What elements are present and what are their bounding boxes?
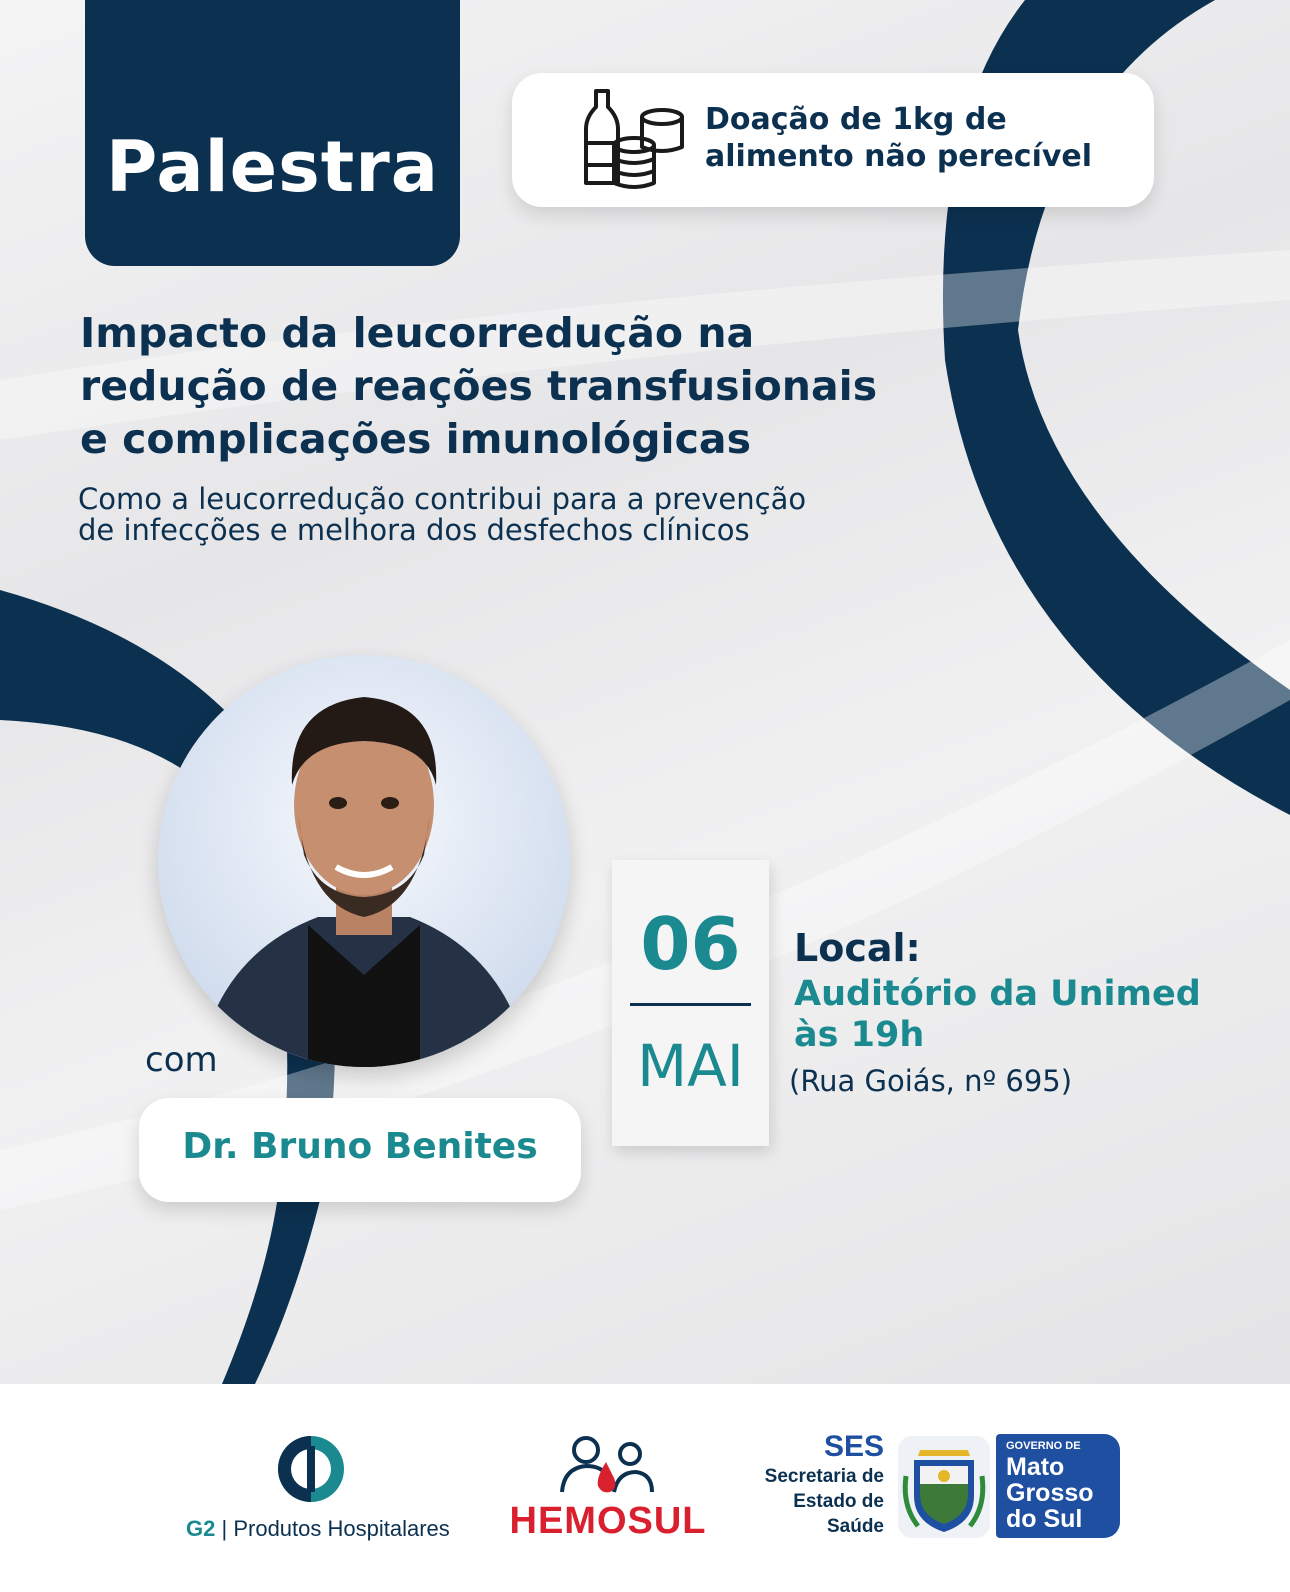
governo-ms-logo bbox=[996, 1434, 1120, 1538]
ses-line1: Secretaria de bbox=[764, 1466, 884, 1487]
subtitle-line: Como a leucorredução contribui para a prevenção bbox=[78, 482, 807, 516]
g2-logo: G2 | Produtos Hospitalares bbox=[186, 1434, 446, 1549]
speaker-name-card bbox=[139, 1098, 581, 1202]
date-divider bbox=[630, 1003, 751, 1006]
hemosul-people-drop-icon bbox=[556, 1434, 656, 1496]
ses-acronym: SES bbox=[823, 1430, 884, 1463]
hemosul-logo bbox=[508, 1434, 708, 1549]
event-month: MAI bbox=[637, 1032, 744, 1100]
title-line: redução de reações transfusionais bbox=[80, 362, 878, 410]
sponsor-footer bbox=[0, 1384, 1290, 1592]
gov-line2: Mato bbox=[1006, 1453, 1065, 1481]
ses-line3: Saúde bbox=[826, 1516, 884, 1537]
subtitle-line: de infecções e melhora dos desfechos clínicos bbox=[78, 513, 750, 547]
g2-mark-icon bbox=[276, 1434, 346, 1504]
g2-text: Produtos Hospitalares bbox=[233, 1516, 450, 1541]
donation-line1: Doação de 1kg de bbox=[705, 102, 1007, 137]
palestra-tag bbox=[85, 0, 460, 266]
date-card bbox=[612, 860, 769, 1146]
venue-line1: Auditório da Unimed bbox=[794, 974, 1201, 1014]
speaker-portrait bbox=[158, 655, 570, 1067]
title-line: e complicações imunológicas bbox=[80, 415, 751, 463]
bottle-and-cans-icon bbox=[582, 85, 686, 195]
ses-line2: Estado de bbox=[793, 1491, 884, 1512]
venue-line2: às 19h bbox=[794, 1015, 925, 1055]
gov-line4: do Sul bbox=[1006, 1505, 1083, 1533]
donation-card bbox=[512, 73, 1154, 207]
with-label: com bbox=[145, 1040, 218, 1080]
speaker-photo bbox=[158, 655, 570, 1067]
ses-logo bbox=[748, 1430, 884, 1560]
venue bbox=[794, 974, 1254, 1056]
palestra-label: Palestra bbox=[105, 126, 439, 208]
donation-line2: alimento não perecível bbox=[705, 139, 1093, 174]
local-label: Local: bbox=[794, 926, 921, 970]
speaker-name: Dr. Bruno Benites bbox=[182, 1126, 538, 1167]
hemosul-text: HEMOSUL bbox=[509, 1500, 707, 1542]
address: (Rua Goiás, nº 695) bbox=[789, 1064, 1073, 1098]
g2-brand: G2 bbox=[186, 1516, 216, 1541]
coat-of-arms-icon bbox=[898, 1436, 990, 1538]
gov-line3: Grosso bbox=[1006, 1479, 1094, 1507]
talk-title bbox=[80, 307, 980, 466]
title-line: Impacto da leucorredução na bbox=[80, 309, 755, 357]
gov-line1: GOVERNO DE bbox=[1006, 1440, 1081, 1452]
event-day: 06 bbox=[640, 902, 741, 986]
talk-subtitle bbox=[78, 484, 958, 546]
